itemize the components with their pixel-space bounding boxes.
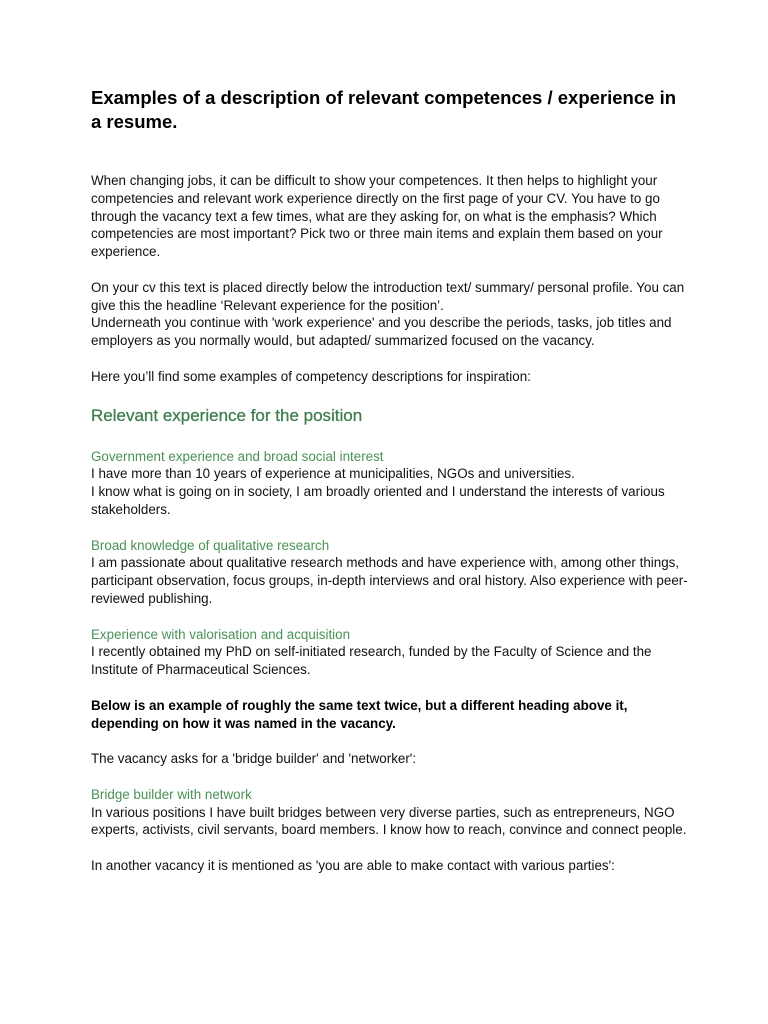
another-vacancy: In another vacancy it is mentioned as 'you are able to make contact with various parties':	[91, 857, 615, 873]
document-page	[91, 86, 691, 892]
competency-heading: Government experience and broad social interest	[91, 448, 384, 464]
bridge-builder-block	[91, 786, 691, 839]
vacancy-ask: The vacancy asks for a 'bridge builder' and 'networker':	[91, 751, 417, 767]
competency-heading: Experience with valorisation and acquisition	[91, 626, 351, 642]
competency-block-1	[91, 448, 691, 519]
competency-text: I have more than 10 years of experience at municipalities, NGOs and universities.	[91, 466, 575, 482]
intro-paragraph: When changing jobs, it can be difficult to show your competences. It then helps to highlight your competencies and relevant work experience directly on the first page of your CV. You have to go through the vacancy text a few times, what are they asking for, on what is the emphasis? Which competencies are most important? Pick two or three main items and explain them based on your experience.	[91, 173, 663, 260]
placement-paragraph-2: Underneath you continue with 'work experience' and you describe the periods, tasks, job titles and employers as you normally would, but adapted/ summarized focused on the vacancy.	[91, 315, 672, 349]
competency-text: I am passionate about qualitative research methods and have experience with, among other things, participant observation, focus groups, in-depth interviews and oral history. Also experience with peer-reviewed publishing.	[91, 555, 688, 606]
placement-paragraph-1: On your cv this text is placed directly below the introduction text/ summary/ personal profile. You can give this the headline ‘Relevant experience for the position’.	[91, 279, 685, 313]
competency-text: I recently obtained my PhD on self-initiated research, funded by the Faculty of Science and the Institute of Pharmaceutical Sciences.	[91, 644, 652, 678]
competency-text: I know what is going on in society, I am broadly oriented and I understand the interests of various stakeholders.	[91, 484, 665, 517]
section-heading: Relevant experience for the position	[91, 405, 363, 425]
bold-note: Below is an example of roughly the same text twice, but a different heading above it, depending on how it was named in the vacancy.	[91, 697, 628, 731]
competency-heading: Broad knowledge of qualitative research	[91, 537, 330, 553]
competency-block-2	[91, 537, 691, 608]
competency-block-3	[91, 626, 691, 679]
examples-intro: Here you’ll find some examples of competency descriptions for inspiration:	[91, 368, 531, 384]
document-title: Examples of a description of relevant competences / experience in a resume.	[91, 87, 677, 132]
bridge-heading: Bridge builder with network	[91, 786, 252, 802]
bridge-text: In various positions I have built bridges between very diverse parties, such as entrepreneurs, NGO experts, activists, civil servants, board members. I know how to reach, convince and connect people.	[91, 804, 687, 838]
